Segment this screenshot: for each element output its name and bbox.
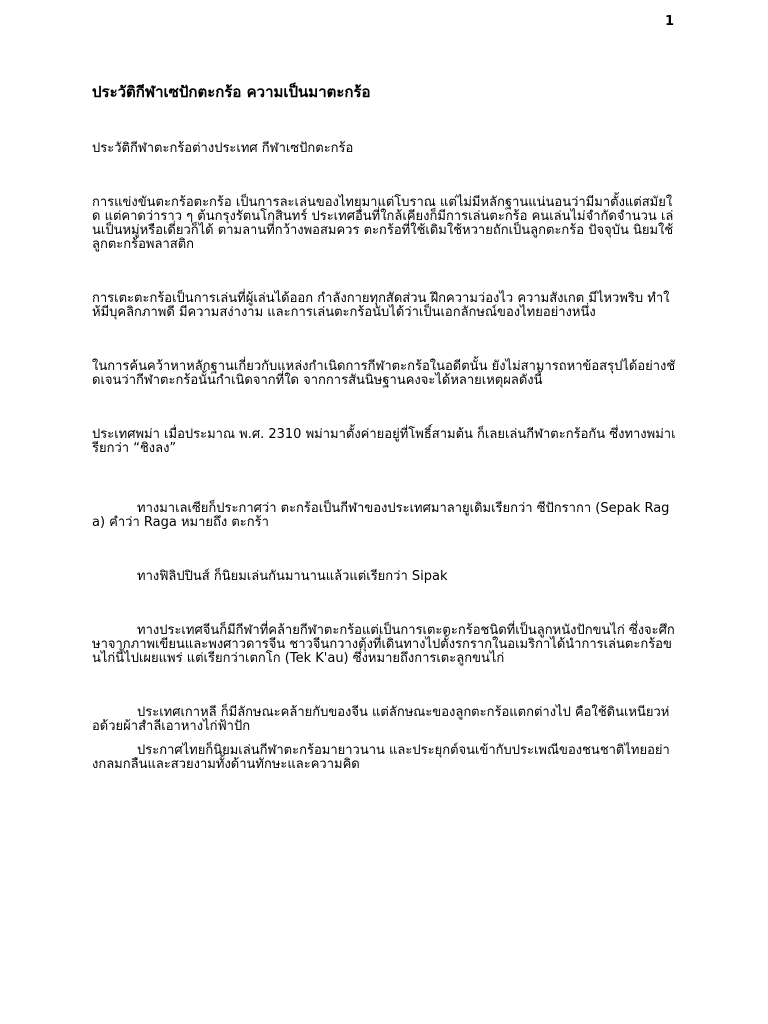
page-number: 1 xyxy=(664,14,674,29)
paragraph-4: ประเทศพม่า เมื่อประมาณ พ.ศ. 2310 พม่ามาตั้งค่ายอยู่ที่โพธิ์สามต้น ก็เลยเล่นกีฬาตะกร้อกัน ซึ่งทางพม่าเรียกว่า “ชิงลง” xyxy=(92,427,676,456)
page-title: ประวัติกีฬาเซปักตะกร้อ ความเป็นมาตะกร้อ xyxy=(92,83,371,101)
paragraph-8: ประเทศเกาหลี ก็มีลักษณะคล้ายกับของจีน แต่ลักษณะของลูกตะกร้อแตกต่างไป คือใช้ดินเหนียวห่อด้วยผ้าสำลีเอาหางไก่ฟ้าปัก xyxy=(92,705,670,734)
paragraph-2: การเตะตะกร้อเป็นการเล่นที่ผู้เล่นได้ออก กำลังกายทุกสัดส่วน ฝึกความว่องไว ความสังเกต มีไหวพริบ ทำให้มีบุคลิกภาพดี มีความสง่างาม และการเล่นตะกร้อนับได้ว่าเป็นเอกลักษณ์ของไทยอย่างหนึ่ง xyxy=(92,291,670,320)
paragraph-5: ทางมาเลเซียก็ประกาศว่า ตะกร้อเป็นกีฬาของประเทศมาลายูเดิมเรียกว่า ซีปักรากา (Sepak Raga) คำว่า Raga หมายถึง ตะกร้า xyxy=(92,501,670,530)
paragraph-7: ทางประเทศจีนก็มีกีฬาที่คล้ายกีฬาตะกร้อแต่เป็นการเตะตะกร้อชนิดที่เป็นลูกหนังปักขนไก่ ซึ่งจะศึกษาจากภาพเขียนและพงศาวดารจีน ชาวจีนกวางตุ้งที่เดินทางไปตั้งรกรากในอเมริกาได้นำการเล่นตะกร้อขนไก่นี้ไปเผยแพร่ แต่เรียกว่าเตกโก (Tek K'au) ซึ่งหมายถึงการเตะลูกขนไก่ xyxy=(92,623,675,666)
document-body xyxy=(92,82,676,772)
subtitle: ประวัติกีฬาตะกร้อต่างประเทศ กีฬาเซปักตะกร้อ xyxy=(92,141,354,156)
paragraph-6: ทางฟิลิปปินส์ ก็นิยมเล่นกันมานานแล้วแต่เรียกว่า Sipak xyxy=(137,569,448,584)
paragraph-1: การแข่งขันตะกร้อตะกร้อ เป็นการละเล่นของไทยมาแต่โบราณ แต่ไม่มีหลักฐานแน่นอนว่ามีมาตั้งแต่สมัยใด แต่คาดว่าราว ๆ ต้นกรุงรัตนโกสินทร์ ประเทศอื่นที่ใกล้เคียงก็มีการเล่นตะกร้อ คนเล่นไม่จำกัดจำนวน เล่นเป็นหมู่หรือเดี่ยวก็ได้ ตามลานที่กว้างพอสมควร ตะกร้อที่ใช้เดิมใช้หวายถักเป็นลูกตะกร้อ ปัจจุบัน นิยมใช้ลูกตะกร้อพลาสติก xyxy=(92,195,674,252)
paragraph-3: ในการค้นคว้าหาหลักฐานเกี่ยวกับแหล่งกำเนิดการกีฬาตะกร้อในอดีตนั้น ยังไม่สามารถหาข้อสรุปได้อย่างชัดเจนว่ากีฬาตะกร้อนั้นกำเนิดจากที่ใด จากการสันนิษฐานคงจะได้หลายเหตุผลดังนี้ xyxy=(92,359,676,388)
paragraph-9: ประกาศไทยก็นิยมเล่นกีฬาตะกร้อมายาวนาน และประยุกต์จนเข้ากับประเพณีของชนชาติไทยอย่างกลมกลืนและสวยงามทั้งด้านทักษะและความคิด xyxy=(92,743,670,772)
